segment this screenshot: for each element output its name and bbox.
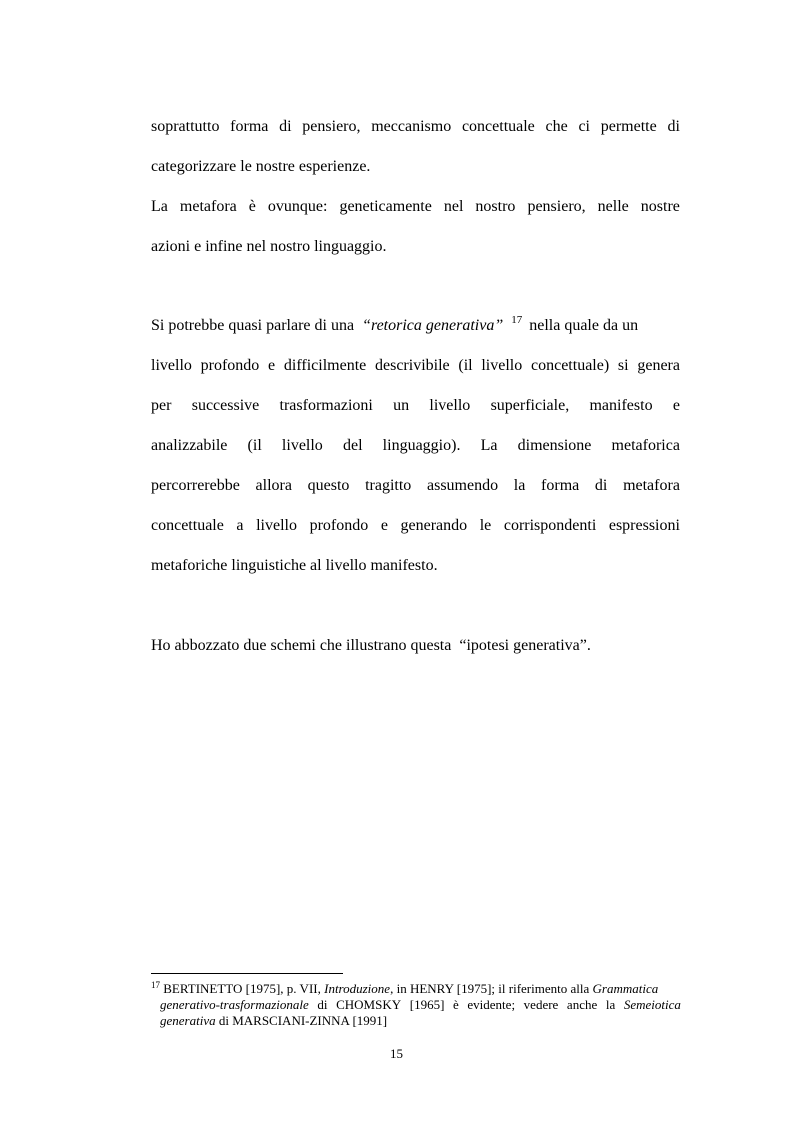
footnote-ref-17: 17 (511, 314, 523, 326)
footnote-l2-w0: di (317, 997, 328, 1012)
para3-line1 (151, 316, 680, 337)
word: La (480, 437, 498, 454)
footnote-l2-w4: evidente; (467, 997, 516, 1012)
footnote-l2-w2: [1965] (409, 997, 445, 1012)
word: nel (443, 198, 464, 215)
word: profondo (309, 517, 369, 534)
para3-line7: metaforiche linguistiche al livello manifesto. (151, 557, 438, 574)
footnote-line2 (160, 997, 681, 1013)
word: tragitto (365, 477, 412, 494)
word: livello (281, 437, 323, 454)
word: pensiero, (302, 118, 361, 135)
word: le (479, 517, 492, 534)
para2-line1 (151, 197, 680, 217)
footnote-l3-b: di MARSCIANI-ZINNA [1991] (215, 1013, 388, 1028)
word: superficiale, (490, 397, 570, 414)
word: meccanismo (371, 118, 452, 135)
word: soprattutto (151, 118, 220, 135)
word: trasformazioni (279, 397, 373, 414)
word: di (279, 118, 292, 135)
word: di (667, 118, 680, 135)
word: analizzabile (151, 437, 228, 454)
para3-line1-end: nella quale da un (529, 317, 639, 334)
footnote-l2-w6: anche (566, 997, 598, 1012)
word: forma (230, 118, 269, 135)
word: metaforica (611, 437, 680, 454)
footnote-semeiotica: Semeiotica (623, 997, 681, 1012)
retorica-generativa-term: “retorica generativa” (362, 317, 504, 334)
word: di (594, 477, 608, 494)
word: e (268, 357, 276, 374)
footnote-l2-w7: la (605, 997, 616, 1012)
word: genera (637, 357, 680, 374)
word: profondo (200, 357, 260, 374)
word: nostre (640, 198, 680, 215)
word: linguaggio). (382, 437, 461, 454)
page-number: 15 (390, 1046, 403, 1061)
word: metafora (179, 198, 237, 215)
para4-line1: Ho abbozzato due schemi che illustrano questa “ipotesi generativa”. (151, 637, 591, 654)
word: nostro (475, 198, 516, 215)
footnote-number: 17 (151, 980, 160, 990)
word: (il (247, 437, 262, 454)
word: assumendo (427, 477, 499, 494)
word: corrispondenti (503, 517, 597, 534)
footnote-l2-w1: CHOMSKY (336, 997, 402, 1012)
word: e (380, 517, 388, 534)
word: concettuale (151, 517, 224, 534)
footnote-l2-a: generativo-trasformazionale (160, 997, 309, 1012)
footnote-l2-w5: vedere (523, 997, 559, 1012)
footnote-separator (151, 973, 343, 974)
word: percorrerebbe (151, 477, 240, 494)
word: e (672, 397, 680, 414)
word: metafora (623, 477, 680, 494)
para3-line3 (151, 396, 680, 416)
footnote-l2-w3: è (453, 997, 459, 1012)
word: pensiero, (527, 198, 586, 215)
word: la (513, 477, 526, 494)
word: livello (151, 357, 192, 374)
footnote-l1-a: BERTINETTO [1975], p. VII, (163, 981, 321, 996)
word: questo (307, 477, 350, 494)
word: del (342, 437, 363, 454)
word: livello (256, 517, 297, 534)
para3-line6 (151, 516, 680, 536)
footnote-generativa: generativa (160, 1013, 216, 1028)
footnote-l1-c: , in HENRY [1975]; il riferimento alla (390, 981, 590, 996)
para1-line2: categorizzare le nostre esperienze. (151, 158, 371, 175)
word: geneticamente (339, 198, 432, 215)
footnote-line1 (151, 981, 681, 998)
word: manifesto (589, 397, 653, 414)
para2-line2: azioni e infine nel nostro linguaggio. (151, 238, 387, 255)
word: forma (541, 477, 580, 494)
footnote-grammatica: Grammatica (592, 981, 659, 996)
word: concettuale (461, 118, 535, 135)
word: allora (255, 477, 292, 494)
word: un (393, 397, 410, 414)
word: a (236, 517, 244, 534)
footnote-introduzione: Introduzione (324, 981, 391, 996)
word: per (151, 397, 172, 414)
word: è (248, 198, 256, 215)
word: nelle (597, 198, 629, 215)
word: successive (191, 397, 260, 414)
word: espressioni (608, 517, 680, 534)
word: che (545, 118, 568, 135)
para1-line1 (151, 117, 680, 137)
word: ci (578, 118, 590, 135)
para3-line2 (151, 356, 680, 376)
para3-line1-start: Si potrebbe quasi parlare di una (151, 317, 355, 334)
word: generando (400, 517, 468, 534)
word: (il (458, 357, 473, 374)
word: permette (600, 118, 657, 135)
para3-line4 (151, 436, 680, 456)
word: concettuale) (531, 357, 610, 374)
word: dimensione (517, 437, 592, 454)
word: livello (429, 397, 471, 414)
word: descrivibile (375, 357, 450, 374)
word: difficilmente (283, 357, 367, 374)
word: ovunque: (267, 198, 328, 215)
para3-line5 (151, 476, 680, 496)
word: livello (481, 357, 523, 374)
footnote-line3 (160, 1013, 690, 1029)
word: La (151, 198, 168, 215)
word: si (617, 357, 629, 374)
